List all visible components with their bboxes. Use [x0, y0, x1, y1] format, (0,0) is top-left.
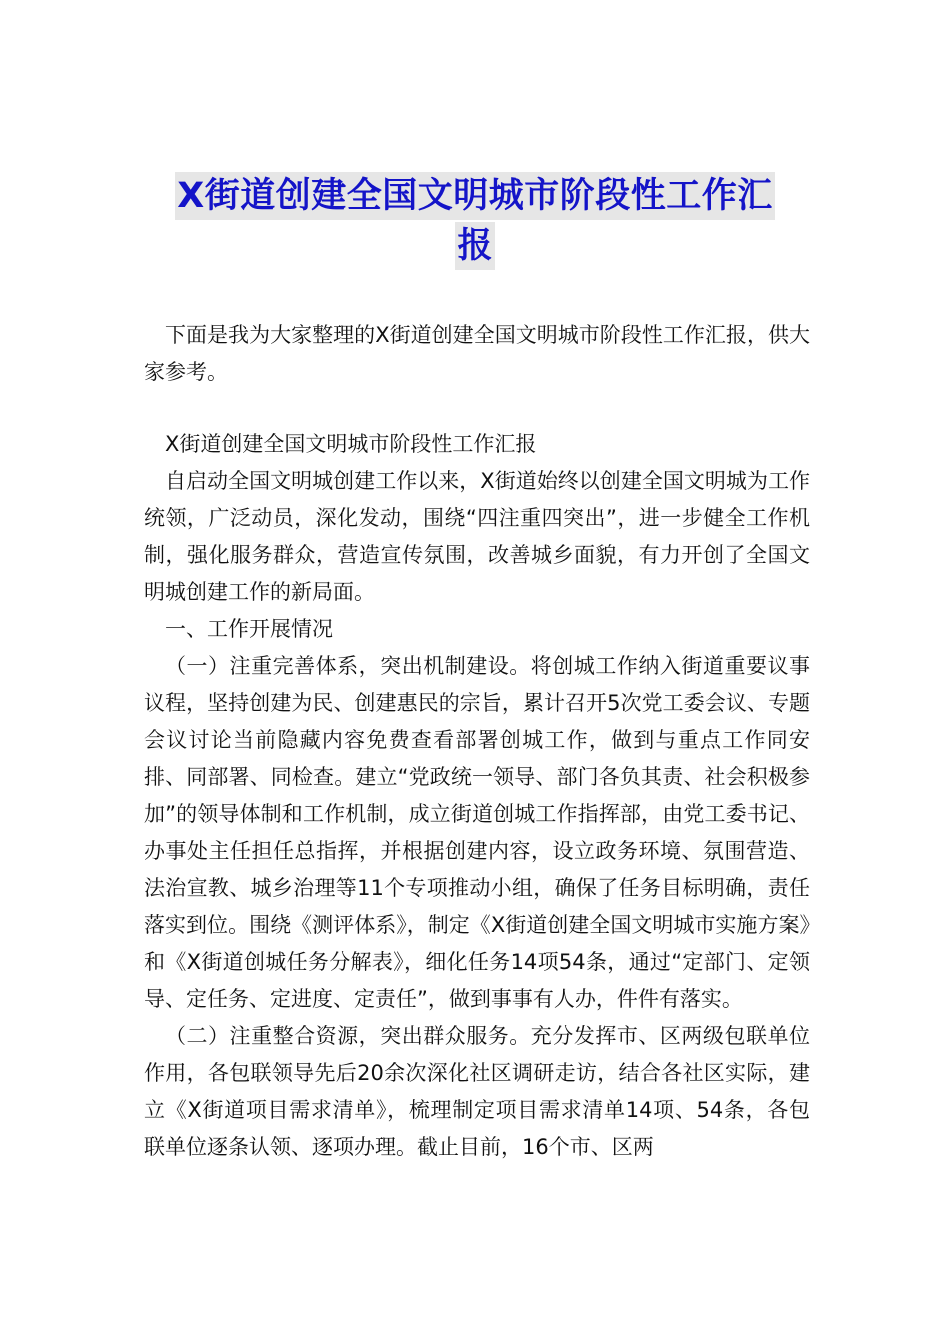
- title-line-1: X街道创建全国文明城市阶段性工作汇: [175, 172, 775, 220]
- intro-section: [144, 317, 810, 391]
- intro-paragraph: 下面是我为大家整理的X街道创建全国文明城市阶段性工作汇报，供大家参考。: [144, 323, 810, 384]
- report-heading: X街道创建全国文明城市阶段性工作汇报: [165, 432, 537, 456]
- section-heading: 一、工作开展情况: [165, 617, 333, 641]
- document-title: [0, 172, 950, 270]
- opening-paragraph: 自启动全国文明城创建工作以来，X街道始终以创建全国文明城为工作统领，广泛动员，深化发动，围绕“四注重四突出”，进一步健全工作机制，强化服务群众，营造宣传氛围，改善城乡面貌，有力开创了全国文明城创建工作的新局面。: [144, 469, 810, 604]
- report-body: [144, 426, 810, 1166]
- title-line-2: 报: [455, 222, 494, 270]
- subsection-2-paragraph: （二）注重整合资源，突出群众服务。充分发挥市、区两级包联单位作用，各包联领导先后20余次深化社区调研走访，结合各社区实际，建立《X街道项目需求清单》，梳理制定项目需求清单14项、54条，各包联单位逐条认领、逐项办理。截止目前，16个市、区两: [144, 1024, 810, 1159]
- subsection-1-paragraph: （一）注重完善体系，突出机制建设。将创城工作纳入街道重要议事议程，坚持创建为民、创建惠民的宗旨，累计召开5次党工委会议、专题会议讨论当前隐藏内容免费查看部署创城工作，做到与重点工作同安排、同部署、同检查。建立“党政统一领导、部门各负其责、社会积极参加”的领导体制和工作机制，成立街道创城工作指挥部，由党工委书记、办事处主任担任总指挥，并根据创建内容，设立政务环境、氛围营造、法治宣教、城乡治理等11个专项推动小组，确保了任务目标明确，责任落实到位。围绕《测评体系》，制定《X街道创建全国文明城市实施方案》和《X街道创城任务分解表》，细化任务14项54条，通过“定部门、定领导、定任务、定进度、定责任”，做到事事有人办，件件有落实。: [144, 654, 810, 1011]
